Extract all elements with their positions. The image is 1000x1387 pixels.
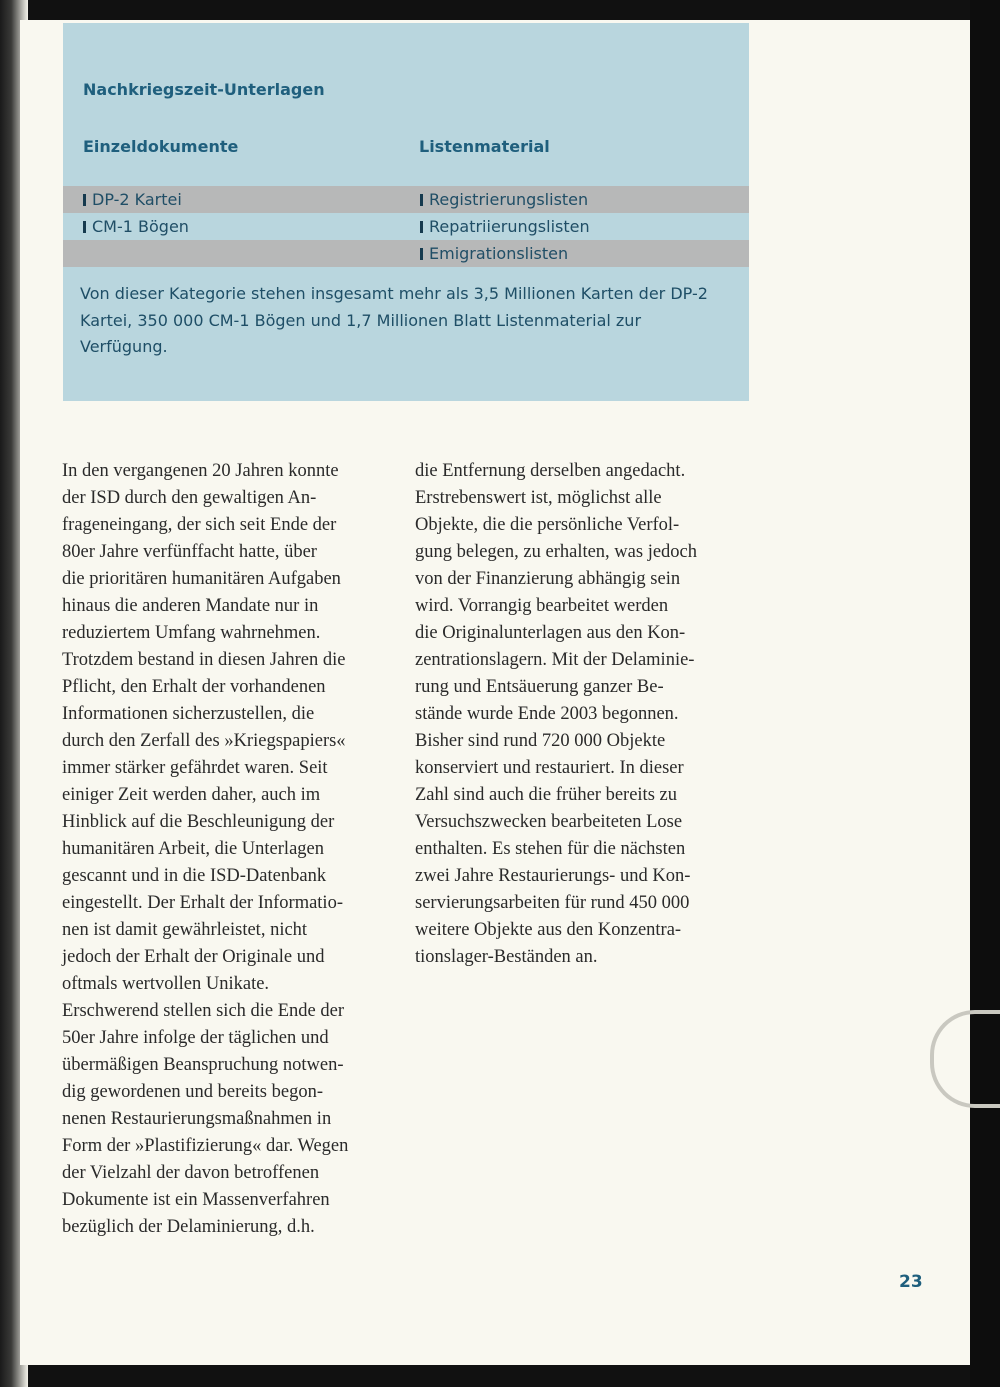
body-column-right xyxy=(415,458,755,971)
text-line: durch den Zerfall des »Kriegspapiers« xyxy=(62,731,346,751)
text-line: zwei Jahre Restaurierungs- und Kon- xyxy=(415,866,691,886)
text-line: Objekte, die die persönliche Verfol- xyxy=(415,515,680,535)
list-item: Registrierungslisten xyxy=(420,190,588,209)
text-line: die prioritären humanitären Aufgaben xyxy=(62,569,341,589)
text-line: Trotzdem bestand in diesen Jahren die xyxy=(62,650,346,670)
text-line: Erstrebenswert ist, möglichst alle xyxy=(415,488,662,508)
text-line: servierungsarbeiten für rund 450 000 xyxy=(415,893,690,913)
text-line: stände wurde Ende 2003 begonnen. xyxy=(415,704,679,724)
text-line: rung und Entsäuerung ganzer Be- xyxy=(415,677,664,697)
text-line: der ISD durch den gewaltigen An- xyxy=(62,488,317,508)
text-line: eingestellt. Der Erhalt der Informatio- xyxy=(62,893,343,913)
text-line: von der Finanzierung abhängig sein xyxy=(415,569,681,589)
col1-header: Einzeldokumente xyxy=(83,137,239,156)
text-line: dig gewordenen und bereits begon- xyxy=(62,1082,323,1102)
page-number: 23 xyxy=(899,1272,923,1292)
text-line: frageneingang, der sich seit Ende der xyxy=(62,515,337,535)
bullet-bar-icon xyxy=(83,221,86,233)
list-item: DP-2 Kartei xyxy=(83,190,182,209)
scan-background-edge xyxy=(970,0,1000,1387)
text-line: Dokumente ist ein Massenverfahren xyxy=(62,1190,330,1210)
text-line: 50er Jahre infolge der täglichen und xyxy=(62,1028,329,1048)
text-line: 80er Jahre verfünffacht hatte, über xyxy=(62,542,317,562)
text-line: Zahl sind auch die früher bereits zu xyxy=(415,785,677,805)
text-line: die Entfernung derselben angedacht. xyxy=(415,461,686,481)
text-line: hinaus die anderen Mandate nur in xyxy=(62,596,319,616)
text-line: nenen Restaurierungsmaßnahmen in xyxy=(62,1109,332,1129)
text-line: oftmals wertvollen Unikate. xyxy=(62,974,270,994)
text-line: wird. Vorrangig bearbeitet werden xyxy=(415,596,669,616)
info-box xyxy=(63,23,749,401)
bullet-bar-icon xyxy=(420,248,423,260)
bullet-bar-icon xyxy=(420,221,423,233)
text-line: zentrationslagern. Mit der Delaminie- xyxy=(415,650,695,670)
box-title: Nachkriegszeit-Unterlagen xyxy=(83,80,325,99)
text-line: enthalten. Es stehen für die nächsten xyxy=(415,839,686,859)
text-line: weitere Objekte aus den Konzentra- xyxy=(415,920,682,940)
text-line: einiger Zeit werden daher, auch im xyxy=(62,785,321,805)
list-item: Emigrationslisten xyxy=(420,244,568,263)
text-line: Pflicht, den Erhalt der vorhandenen xyxy=(62,677,326,697)
bullet-bar-icon xyxy=(420,194,423,206)
text-line: Bisher sind rund 720 000 Objekte xyxy=(415,731,666,751)
text-line: nen ist damit gewährleistet, nicht xyxy=(62,920,308,940)
list-item: Repatriierungslisten xyxy=(420,217,590,236)
text-line: Hinblick auf die Beschleunigung der xyxy=(62,812,335,832)
text-line: jedoch der Erhalt der Originale und xyxy=(62,947,325,967)
text-line: übermäßigen Beanspruchung notwen- xyxy=(62,1055,344,1075)
text-line: gung belegen, zu erhalten, was jedoch xyxy=(415,542,698,562)
text-line: immer stärker gefährdet waren. Seit xyxy=(62,758,328,778)
text-line: In den vergangenen 20 Jahren konnte xyxy=(62,461,339,481)
text-line: Versuchszwecken bearbeiteten Lose xyxy=(415,812,683,832)
text-line: Form der »Plastifizierung« dar. Wegen xyxy=(62,1136,349,1156)
col2-header: Listenmaterial xyxy=(419,137,550,156)
text-line: Informationen sicherzustellen, die xyxy=(62,704,315,724)
text-line: reduziertem Umfang wahrnehmen. xyxy=(62,623,321,643)
text-line: gescannt und in die ISD-Datenbank xyxy=(62,866,327,886)
list-band-2 xyxy=(63,240,749,267)
text-line: tionslager-Beständen an. xyxy=(415,947,598,967)
text-line: der Vielzahl der davon betroffenen xyxy=(62,1163,320,1183)
text-line: die Originalunterlagen aus den Kon- xyxy=(415,623,686,643)
list-item: CM-1 Bögen xyxy=(83,217,189,236)
text-line: humanitären Arbeit, die Unterlagen xyxy=(62,839,324,859)
text-line: bezüglich der Delaminierung, d.h. xyxy=(62,1217,315,1237)
text-line: konserviert und restauriert. In dieser xyxy=(415,758,684,778)
text-line: Erschwerend stellen sich die Ende der xyxy=(62,1001,345,1021)
box-summary: Von dieser Kategorie stehen insgesamt mehr als 3,5 Millionen Karten der DP-2 Kartei, 350 000 CM-1 Bögen und 1,7 Millionen Blatt Listenmaterial zur Verfügung. xyxy=(80,284,708,356)
body-column-left xyxy=(62,458,402,1241)
bullet-bar-icon xyxy=(83,194,86,206)
